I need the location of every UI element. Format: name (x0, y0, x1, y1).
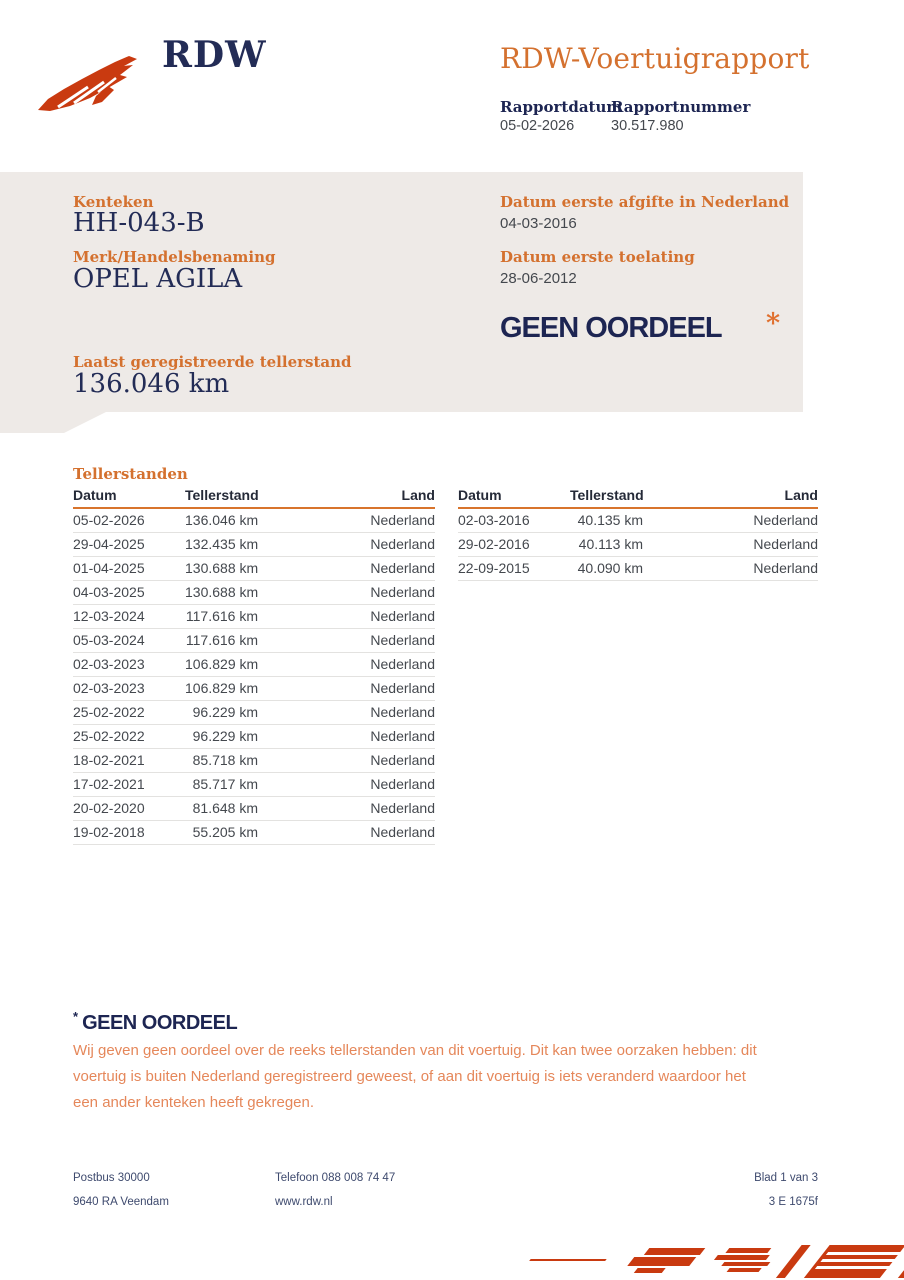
table-row (73, 532, 435, 556)
cell-tellerstand: 85.717 km (185, 772, 258, 796)
cell-land: Nederland (258, 700, 435, 724)
cell-land: Nederland (258, 652, 435, 676)
table-header-row (73, 487, 435, 508)
note-asterisk: * (73, 1009, 79, 1024)
cell-land: Nederland (258, 676, 435, 700)
cell-land: Nederland (643, 532, 818, 556)
report-number-label: Rapportnummer (611, 98, 751, 116)
table-header-row (458, 487, 818, 508)
table-row (73, 676, 435, 700)
cell-datum: 25-02-2022 (73, 724, 185, 748)
cell-tellerstand: 136.046 km (185, 508, 258, 532)
table-row (73, 724, 435, 748)
footer-website: www.rdw.nl (275, 1196, 333, 1208)
cell-datum: 12-03-2024 (73, 604, 185, 628)
footer-doc-code: 3 E 1675f (768, 1196, 818, 1208)
cell-tellerstand: 106.829 km (185, 676, 258, 700)
cell-land: Nederland (258, 580, 435, 604)
cell-datum: 02-03-2023 (73, 652, 185, 676)
table-row (73, 772, 435, 796)
note-heading (73, 1009, 237, 1035)
table-row (73, 508, 435, 532)
cell-tellerstand: 40.113 km (570, 532, 643, 556)
cell-tellerstand: 40.135 km (570, 508, 643, 532)
column-header-datum: Datum (458, 487, 570, 508)
laatste-tellerstand-value: 136.046 km (73, 369, 230, 399)
cell-land: Nederland (258, 772, 435, 796)
rdw-logo-text: RDW (162, 34, 267, 76)
oordeel-verdict: GEEN OORDEEL (500, 312, 722, 344)
table-row (73, 820, 435, 844)
merk-label: Merk/Handelsbenaming (73, 248, 276, 266)
cell-datum: 29-02-2016 (458, 532, 570, 556)
cell-tellerstand: 96.229 km (185, 700, 258, 724)
eerste-toelating-value: 28-06-2012 (500, 270, 577, 287)
cell-land: Nederland (258, 604, 435, 628)
table-row (73, 580, 435, 604)
cell-datum: 25-02-2022 (73, 700, 185, 724)
cell-datum: 05-03-2024 (73, 628, 185, 652)
rdw-stripes-graphic (516, 1242, 904, 1280)
rdw-feather-icon (36, 50, 146, 120)
table-row (458, 556, 818, 580)
column-header-tellerstand: Tellerstand (185, 487, 258, 508)
cell-land: Nederland (258, 724, 435, 748)
cell-tellerstand: 85.718 km (185, 748, 258, 772)
cell-tellerstand: 130.688 km (185, 580, 258, 604)
footer-city: 9640 RA Veendam (73, 1196, 169, 1208)
cell-tellerstand: 55.205 km (185, 820, 258, 844)
cell-tellerstand: 130.688 km (185, 556, 258, 580)
cell-land: Nederland (258, 508, 435, 532)
cell-tellerstand: 81.648 km (185, 796, 258, 820)
table-row (73, 604, 435, 628)
report-date-value: 05-02-2026 (500, 118, 575, 134)
footer-phone: Telefoon 088 008 74 47 (275, 1172, 396, 1184)
page-title: RDW-Voertuigrapport (500, 42, 810, 75)
table-row (73, 652, 435, 676)
tellerstanden-table-left (73, 487, 435, 845)
table-row (458, 532, 818, 556)
column-header-datum: Datum (73, 487, 185, 508)
laatste-tellerstand-label: Laatst geregistreerde tellerstand (73, 353, 352, 371)
cell-datum: 05-02-2026 (73, 508, 185, 532)
report-date-label: Rapportdatum (500, 98, 623, 116)
cell-datum: 19-02-2018 (73, 820, 185, 844)
cell-datum: 02-03-2023 (73, 676, 185, 700)
table-row (73, 796, 435, 820)
table-row (73, 700, 435, 724)
footer-page-number: Blad 1 van 3 (754, 1172, 818, 1184)
cell-land: Nederland (258, 796, 435, 820)
tellerstanden-section-title: Tellerstanden (73, 465, 188, 483)
cell-datum: 04-03-2025 (73, 580, 185, 604)
report-number-value: 30.517.980 (611, 118, 684, 134)
cell-datum: 01-04-2025 (73, 556, 185, 580)
table-row (458, 508, 818, 532)
table-row (73, 748, 435, 772)
cell-tellerstand: 40.090 km (570, 556, 643, 580)
cell-tellerstand: 106.829 km (185, 652, 258, 676)
cell-datum: 18-02-2021 (73, 748, 185, 772)
cell-datum: 02-03-2016 (458, 508, 570, 532)
cell-tellerstand: 132.435 km (185, 532, 258, 556)
cell-tellerstand: 117.616 km (185, 604, 258, 628)
table-row (73, 628, 435, 652)
kenteken-value: HH-043-B (73, 208, 205, 238)
cell-land: Nederland (258, 748, 435, 772)
table-row (73, 556, 435, 580)
kenteken-label: Kenteken (73, 193, 154, 211)
note-title: GEEN OORDEEL (82, 1012, 238, 1034)
cell-datum: 29-04-2025 (73, 532, 185, 556)
column-header-land: Land (643, 487, 818, 508)
tellerstanden-table-right (458, 487, 818, 581)
cell-datum: 20-02-2020 (73, 796, 185, 820)
merk-value: OPEL AGILA (73, 264, 243, 294)
cell-land: Nederland (258, 532, 435, 556)
cell-datum: 22-09-2015 (458, 556, 570, 580)
cell-datum: 17-02-2021 (73, 772, 185, 796)
cell-tellerstand: 96.229 km (185, 724, 258, 748)
note-body-text: Wij geven geen oordeel over de reeks tellerstanden van dit voertuig. Dit kan twee oorzaken hebben: dit voertuig is buiten Nederland geregistreerd geweest, of aan dit voertuig is iets veranderd waardoor het een ander kenteken heeft gekregen. (73, 1042, 757, 1111)
cell-land: Nederland (258, 556, 435, 580)
cell-land: Nederland (643, 556, 818, 580)
footer-postbus: Postbus 30000 (73, 1172, 150, 1184)
column-header-land: Land (258, 487, 435, 508)
cell-land: Nederland (643, 508, 818, 532)
cell-land: Nederland (258, 628, 435, 652)
eerste-toelating-label: Datum eerste toelating (500, 248, 695, 266)
cell-tellerstand: 117.616 km (185, 628, 258, 652)
column-header-tellerstand: Tellerstand (570, 487, 643, 508)
cell-land: Nederland (258, 820, 435, 844)
eerste-afgifte-label: Datum eerste afgifte in Nederland (500, 193, 790, 211)
oordeel-asterisk: * (766, 308, 781, 339)
eerste-afgifte-value: 04-03-2016 (500, 215, 577, 232)
